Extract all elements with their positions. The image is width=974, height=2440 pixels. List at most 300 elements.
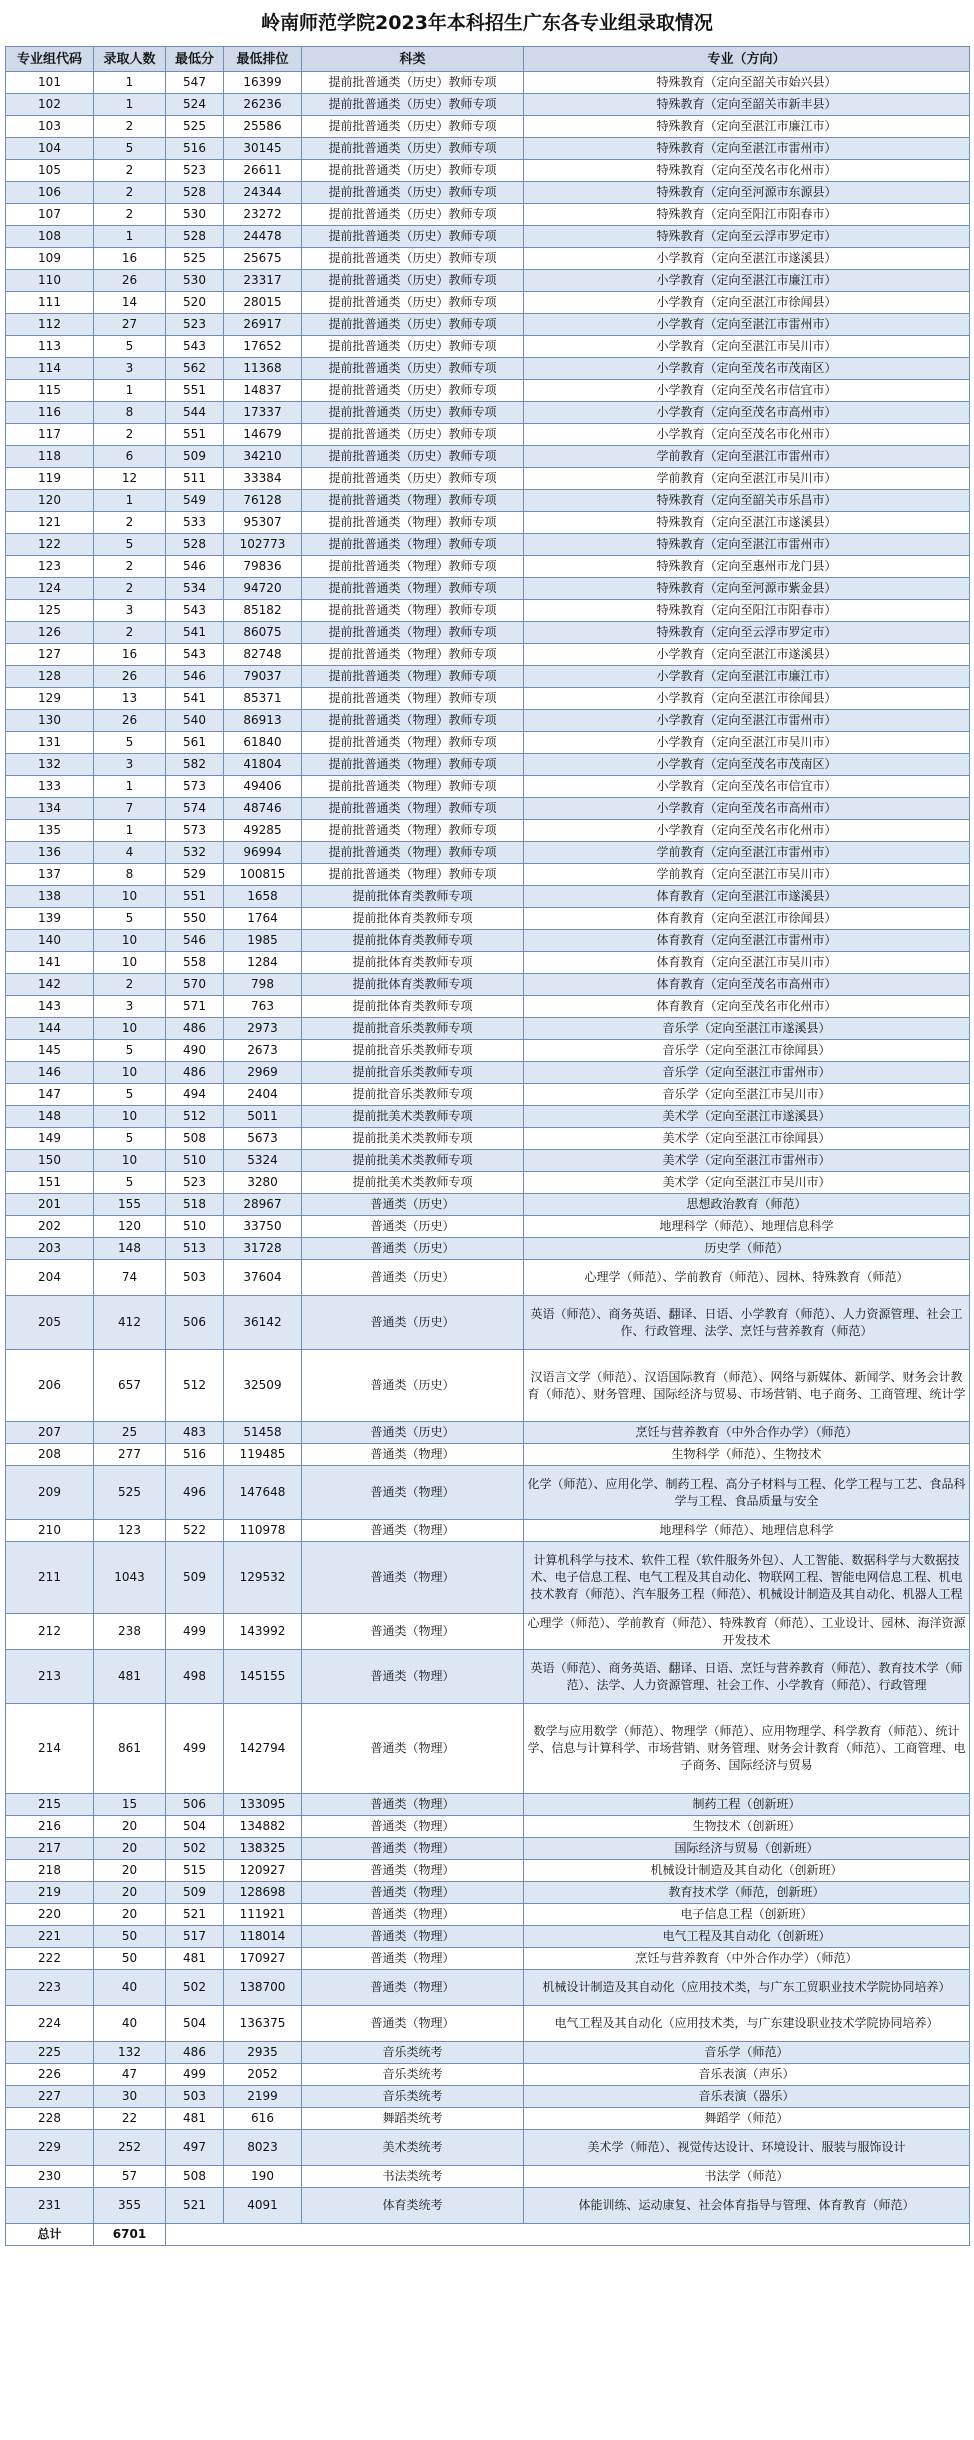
cell-admitted-count: 40 [94,2006,166,2042]
cell-major: 特殊教育（定向至韶关市始兴县） [524,72,970,94]
cell-admitted-count: 120 [94,1216,166,1238]
cell-min-score: 550 [166,908,224,930]
table-row [6,1838,970,1860]
cell-group-code: 128 [6,666,94,688]
cell-group-code: 145 [6,1040,94,1062]
cell-group-code: 219 [6,1882,94,1904]
cell-admitted-count: 238 [94,1614,166,1650]
cell-admitted-count: 57 [94,2166,166,2188]
cell-group-code: 133 [6,776,94,798]
cell-admitted-count: 525 [94,1466,166,1520]
table-row [6,1650,970,1704]
table-row [6,776,970,798]
cell-min-score: 509 [166,1542,224,1614]
table-row [6,1040,970,1062]
cell-category: 普通类（物理） [302,1704,524,1794]
cell-min-score: 483 [166,1422,224,1444]
cell-min-rank: 34210 [224,446,302,468]
cell-group-code: 210 [6,1520,94,1542]
admission-table [5,46,970,2246]
cell-admitted-count: 26 [94,270,166,292]
cell-category: 提前批普通类（物理）教师专项 [302,820,524,842]
cell-category: 提前批普通类（历史）教师专项 [302,402,524,424]
cell-category: 提前批体育类教师专项 [302,952,524,974]
cell-min-score: 530 [166,204,224,226]
cell-group-code: 225 [6,2042,94,2064]
cell-group-code: 143 [6,996,94,1018]
table-row [6,446,970,468]
cell-min-score: 551 [166,380,224,402]
table-row [6,556,970,578]
table-row [6,798,970,820]
cell-min-score: 520 [166,292,224,314]
cell-group-code: 208 [6,1444,94,1466]
table-row [6,248,970,270]
cell-category: 普通类（物理） [302,1882,524,1904]
cell-category: 普通类（物理） [302,1970,524,2006]
cell-min-score: 506 [166,1794,224,1816]
cell-group-code: 123 [6,556,94,578]
cell-category: 提前批美术类教师专项 [302,1172,524,1194]
cell-group-code: 132 [6,754,94,776]
cell-min-score: 533 [166,512,224,534]
total-label: 总计 [6,2224,94,2246]
cell-admitted-count: 14 [94,292,166,314]
cell-min-score: 529 [166,864,224,886]
cell-category: 提前批普通类（物理）教师专项 [302,688,524,710]
cell-min-rank: 1658 [224,886,302,908]
table-row [6,1704,970,1794]
cell-group-code: 103 [6,116,94,138]
cell-major: 体育教育（定向至湛江市遂溪县） [524,886,970,908]
cell-major: 化学（师范）、应用化学、制药工程、高分子材料与工程、化学工程与工艺、食品科学与工程、食品质量与安全 [524,1466,970,1520]
cell-min-score: 544 [166,402,224,424]
cell-major: 特殊教育（定向至湛江市雷州市） [524,138,970,160]
cell-group-code: 122 [6,534,94,556]
cell-group-code: 202 [6,1216,94,1238]
cell-group-code: 149 [6,1128,94,1150]
cell-min-rank: 616 [224,2108,302,2130]
cell-major: 心理学（师范）、学前教育（师范）、特殊教育（师范）、工业设计、园林、海洋资源开发技术 [524,1614,970,1650]
cell-min-rank: 79037 [224,666,302,688]
table-row [6,974,970,996]
cell-major: 教育技术学（师范，创新班） [524,1882,970,1904]
table-row [6,820,970,842]
cell-group-code: 109 [6,248,94,270]
table-row [6,1194,970,1216]
cell-admitted-count: 657 [94,1350,166,1422]
cell-major: 机械设计制造及其自动化（创新班） [524,1860,970,1882]
cell-group-code: 212 [6,1614,94,1650]
cell-category: 提前批普通类（物理）教师专项 [302,710,524,732]
table-row [6,314,970,336]
cell-min-rank: 17652 [224,336,302,358]
cell-min-rank: 763 [224,996,302,1018]
cell-min-score: 502 [166,1970,224,2006]
cell-min-rank: 33750 [224,1216,302,1238]
table-row [6,358,970,380]
cell-admitted-count: 27 [94,314,166,336]
cell-min-rank: 100815 [224,864,302,886]
cell-min-rank: 24344 [224,182,302,204]
cell-min-score: 499 [166,2064,224,2086]
cell-admitted-count: 20 [94,1882,166,1904]
cell-min-rank: 129532 [224,1542,302,1614]
cell-admitted-count: 1 [94,820,166,842]
cell-major: 音乐学（师范） [524,2042,970,2064]
cell-group-code: 130 [6,710,94,732]
cell-category: 提前批普通类（历史）教师专项 [302,380,524,402]
cell-admitted-count: 2 [94,182,166,204]
cell-min-rank: 138700 [224,1970,302,2006]
total-count: 6701 [94,2224,166,2246]
cell-min-rank: 41804 [224,754,302,776]
cell-admitted-count: 3 [94,358,166,380]
table-row [6,732,970,754]
cell-min-rank: 4091 [224,2188,302,2224]
cell-major: 特殊教育（定向至惠州市龙门县） [524,556,970,578]
cell-admitted-count: 2 [94,622,166,644]
cell-min-score: 573 [166,820,224,842]
cell-category: 普通类（物理） [302,1860,524,1882]
table-row [6,270,970,292]
header-admitted-count: 录取人数 [94,47,166,72]
cell-major: 英语（师范）、商务英语、翻译、日语、小学教育（师范）、人力资源管理、社会工作、行政管理、法学、烹饪与营养教育（师范） [524,1296,970,1350]
cell-major: 学前教育（定向至湛江市雷州市） [524,842,970,864]
cell-min-rank: 25675 [224,248,302,270]
cell-min-score: 522 [166,1520,224,1542]
cell-major: 小学教育（定向至茂名市高州市） [524,402,970,424]
cell-group-code: 207 [6,1422,94,1444]
cell-major: 数学与应用数学（师范）、物理学（师范）、应用物理学、科学教育（师范）、统计学、信息与计算科学、市场营销、财务管理、财务会计教育（师范）、工商管理、电子商务、国际经济与贸易 [524,1704,970,1794]
cell-min-score: 515 [166,1860,224,1882]
cell-min-score: 511 [166,468,224,490]
cell-min-rank: 48746 [224,798,302,820]
cell-min-score: 481 [166,2108,224,2130]
cell-min-score: 509 [166,446,224,468]
cell-group-code: 137 [6,864,94,886]
cell-group-code: 228 [6,2108,94,2130]
table-body [6,72,970,2246]
cell-min-rank: 8023 [224,2130,302,2166]
cell-major: 烹饪与营养教育（中外合作办学）（师范） [524,1948,970,1970]
cell-major: 音乐学（定向至湛江市吴川市） [524,1084,970,1106]
cell-group-code: 104 [6,138,94,160]
cell-major: 特殊教育（定向至阳江市阳春市） [524,204,970,226]
table-row [6,138,970,160]
total-row [6,2224,970,2246]
cell-min-score: 486 [166,1018,224,1040]
cell-major: 烹饪与营养教育（中外合作办学）（师范） [524,1422,970,1444]
cell-admitted-count: 40 [94,1970,166,2006]
cell-min-rank: 2973 [224,1018,302,1040]
cell-category: 普通类（物理） [302,1816,524,1838]
cell-min-score: 512 [166,1350,224,1422]
table-row [6,116,970,138]
table-row [6,1614,970,1650]
cell-major: 计算机科学与技术、软件工程（软件服务外包）、人工智能、数据科学与大数据技术、电子信息工程、电气工程及其自动化、物联网工程、智能电网信息工程、机电技术教育（师范）、汽车服务工程（师范）、机械设计制造及其自动化、机器人工程 [524,1542,970,1614]
cell-admitted-count: 26 [94,710,166,732]
cell-min-score: 481 [166,1948,224,1970]
cell-min-score: 540 [166,710,224,732]
cell-admitted-count: 2 [94,512,166,534]
cell-min-rank: 96994 [224,842,302,864]
cell-major: 小学教育（定向至茂名市信宜市） [524,776,970,798]
table-row [6,710,970,732]
cell-admitted-count: 3 [94,754,166,776]
cell-major: 小学教育（定向至茂名市化州市） [524,820,970,842]
cell-min-rank: 2404 [224,1084,302,1106]
cell-group-code: 150 [6,1150,94,1172]
cell-category: 提前批普通类（历史）教师专项 [302,446,524,468]
cell-category: 提前批普通类（物理）教师专项 [302,732,524,754]
cell-group-code: 112 [6,314,94,336]
cell-min-score: 582 [166,754,224,776]
cell-min-rank: 85182 [224,600,302,622]
cell-major: 电气工程及其自动化（应用技术类，与广东建设职业技术学院协同培养） [524,2006,970,2042]
cell-min-score: 532 [166,842,224,864]
cell-major: 学前教育（定向至湛江市吴川市） [524,468,970,490]
table-row [6,1150,970,1172]
cell-major: 学前教育（定向至湛江市吴川市） [524,864,970,886]
cell-category: 提前批美术类教师专项 [302,1150,524,1172]
table-row [6,2130,970,2166]
cell-category: 提前批体育类教师专项 [302,886,524,908]
cell-min-rank: 33384 [224,468,302,490]
table-row [6,1466,970,1520]
cell-min-score: 521 [166,1904,224,1926]
cell-category: 普通类（物理） [302,1904,524,1926]
cell-min-rank: 5673 [224,1128,302,1150]
cell-min-rank: 94720 [224,578,302,600]
cell-min-score: 525 [166,116,224,138]
cell-group-code: 121 [6,512,94,534]
cell-major: 书法学（师范） [524,2166,970,2188]
cell-category: 提前批音乐类教师专项 [302,1040,524,1062]
cell-category: 美术类统考 [302,2130,524,2166]
cell-major: 汉语言文学（师范）、汉语国际教育（师范）、网络与新媒体、新闻学、财务会计教育（师范）、财务管理、国际经济与贸易、市场营销、电子商务、工商管理、统计学 [524,1350,970,1422]
cell-major: 制药工程（创新班） [524,1794,970,1816]
cell-min-rank: 3280 [224,1172,302,1194]
cell-group-code: 111 [6,292,94,314]
header-min-rank: 最低排位 [224,47,302,72]
cell-min-score: 543 [166,644,224,666]
table-row [6,2188,970,2224]
table-row [6,72,970,94]
cell-min-rank: 1985 [224,930,302,952]
cell-min-rank: 2199 [224,2086,302,2108]
cell-min-score: 523 [166,1172,224,1194]
cell-min-rank: 14679 [224,424,302,446]
table-row [6,908,970,930]
cell-min-rank: 1284 [224,952,302,974]
cell-min-score: 543 [166,600,224,622]
cell-min-score: 523 [166,314,224,336]
cell-min-rank: 26611 [224,160,302,182]
cell-min-rank: 79836 [224,556,302,578]
cell-category: 普通类（历史） [302,1194,524,1216]
cell-min-score: 546 [166,556,224,578]
cell-major: 舞蹈学（师范） [524,2108,970,2130]
cell-major: 美术学（定向至湛江市遂溪县） [524,1106,970,1128]
cell-group-code: 105 [6,160,94,182]
cell-min-score: 486 [166,2042,224,2064]
cell-min-rank: 119485 [224,1444,302,1466]
cell-min-score: 499 [166,1704,224,1794]
cell-admitted-count: 7 [94,798,166,820]
cell-admitted-count: 10 [94,886,166,908]
cell-min-score: 574 [166,798,224,820]
cell-major: 音乐学（定向至湛江市徐闻县） [524,1040,970,1062]
cell-admitted-count: 10 [94,1062,166,1084]
table-row [6,688,970,710]
cell-min-score: 499 [166,1614,224,1650]
cell-major: 特殊教育（定向至湛江市遂溪县） [524,512,970,534]
cell-group-code: 147 [6,1084,94,1106]
cell-min-score: 546 [166,666,224,688]
cell-major: 小学教育（定向至湛江市徐闻县） [524,688,970,710]
cell-admitted-count: 26 [94,666,166,688]
cell-category: 提前批普通类（历史）教师专项 [302,424,524,446]
table-row [6,2108,970,2130]
cell-admitted-count: 5 [94,336,166,358]
table-row [6,1444,970,1466]
table-row [6,1882,970,1904]
cell-admitted-count: 4 [94,842,166,864]
table-row [6,1260,970,1296]
cell-admitted-count: 1 [94,226,166,248]
cell-category: 普通类（物理） [302,1614,524,1650]
cell-min-rank: 26236 [224,94,302,116]
cell-category: 提前批普通类（物理）教师专项 [302,490,524,512]
cell-admitted-count: 3 [94,600,166,622]
cell-category: 提前批普通类（物理）教师专项 [302,666,524,688]
cell-group-code: 107 [6,204,94,226]
cell-min-rank: 30145 [224,138,302,160]
cell-min-score: 503 [166,1260,224,1296]
cell-category: 提前批普通类（历史）教师专项 [302,226,524,248]
cell-category: 提前批美术类教师专项 [302,1128,524,1150]
cell-major: 音乐学（定向至湛江市雷州市） [524,1062,970,1084]
cell-major: 小学教育（定向至茂名市高州市） [524,798,970,820]
cell-group-code: 146 [6,1062,94,1084]
table-row [6,402,970,424]
cell-min-score: 551 [166,424,224,446]
cell-category: 音乐类统考 [302,2086,524,2108]
cell-min-score: 504 [166,2006,224,2042]
cell-min-score: 498 [166,1650,224,1704]
cell-major: 特殊教育（定向至湛江市廉江市） [524,116,970,138]
cell-group-code: 142 [6,974,94,996]
cell-category: 提前批普通类（历史）教师专项 [302,116,524,138]
cell-major: 音乐学（定向至湛江市遂溪县） [524,1018,970,1040]
cell-category: 提前批音乐类教师专项 [302,1062,524,1084]
cell-major: 美术学（师范）、视觉传达设计、环境设计、服装与服饰设计 [524,2130,970,2166]
table-row [6,1816,970,1838]
table-row [6,1926,970,1948]
cell-category: 提前批体育类教师专项 [302,908,524,930]
cell-group-code: 221 [6,1926,94,1948]
cell-category: 提前批普通类（物理）教师专项 [302,644,524,666]
cell-min-score: 571 [166,996,224,1018]
cell-major: 体育教育（定向至湛江市徐闻县） [524,908,970,930]
cell-category: 普通类（物理） [302,1466,524,1520]
cell-group-code: 127 [6,644,94,666]
cell-category: 普通类（物理） [302,1838,524,1860]
total-empty [166,2224,970,2246]
cell-group-code: 215 [6,1794,94,1816]
cell-admitted-count: 2 [94,974,166,996]
cell-min-rank: 133095 [224,1794,302,1816]
cell-min-rank: 16399 [224,72,302,94]
cell-major: 电子信息工程（创新班） [524,1904,970,1926]
table-row [6,644,970,666]
cell-admitted-count: 2 [94,160,166,182]
cell-group-code: 114 [6,358,94,380]
cell-major: 生物科学（师范）、生物技术 [524,1444,970,1466]
cell-category: 提前批普通类（历史）教师专项 [302,138,524,160]
cell-group-code: 115 [6,380,94,402]
table-row [6,666,970,688]
cell-min-score: 486 [166,1062,224,1084]
cell-admitted-count: 10 [94,1106,166,1128]
cell-min-score: 497 [166,2130,224,2166]
cell-min-rank: 798 [224,974,302,996]
cell-min-score: 528 [166,226,224,248]
cell-category: 提前批普通类（历史）教师专项 [302,160,524,182]
cell-min-rank: 2969 [224,1062,302,1084]
header-min-score: 最低分 [166,47,224,72]
cell-min-score: 494 [166,1084,224,1106]
cell-min-score: 543 [166,336,224,358]
cell-group-code: 135 [6,820,94,842]
cell-admitted-count: 6 [94,446,166,468]
cell-major: 特殊教育（定向至韶关市新丰县） [524,94,970,116]
cell-major: 特殊教育（定向至河源市东源县） [524,182,970,204]
cell-admitted-count: 30 [94,2086,166,2108]
cell-min-rank: 1764 [224,908,302,930]
cell-group-code: 226 [6,2064,94,2086]
cell-group-code: 108 [6,226,94,248]
cell-min-rank: 145155 [224,1650,302,1704]
cell-admitted-count: 148 [94,1238,166,1260]
cell-group-code: 205 [6,1296,94,1350]
cell-admitted-count: 20 [94,1904,166,1926]
cell-admitted-count: 2 [94,578,166,600]
cell-major: 特殊教育（定向至云浮市罗定市） [524,226,970,248]
cell-min-rank: 36142 [224,1296,302,1350]
cell-major: 小学教育（定向至湛江市廉江市） [524,270,970,292]
cell-group-code: 120 [6,490,94,512]
table-row [6,1794,970,1816]
cell-major: 美术学（定向至湛江市吴川市） [524,1172,970,1194]
cell-admitted-count: 5 [94,1040,166,1062]
cell-min-rank: 85371 [224,688,302,710]
cell-group-code: 229 [6,2130,94,2166]
cell-category: 提前批普通类（历史）教师专项 [302,292,524,314]
table-row [6,1106,970,1128]
cell-major: 小学教育（定向至湛江市遂溪县） [524,248,970,270]
cell-min-rank: 49406 [224,776,302,798]
cell-min-score: 528 [166,534,224,556]
table-row [6,468,970,490]
cell-category: 提前批普通类（历史）教师专项 [302,72,524,94]
cell-group-code: 224 [6,2006,94,2042]
cell-category: 提前批普通类（历史）教师专项 [302,204,524,226]
cell-category: 舞蹈类统考 [302,2108,524,2130]
cell-min-score: 528 [166,182,224,204]
table-row [6,1172,970,1194]
